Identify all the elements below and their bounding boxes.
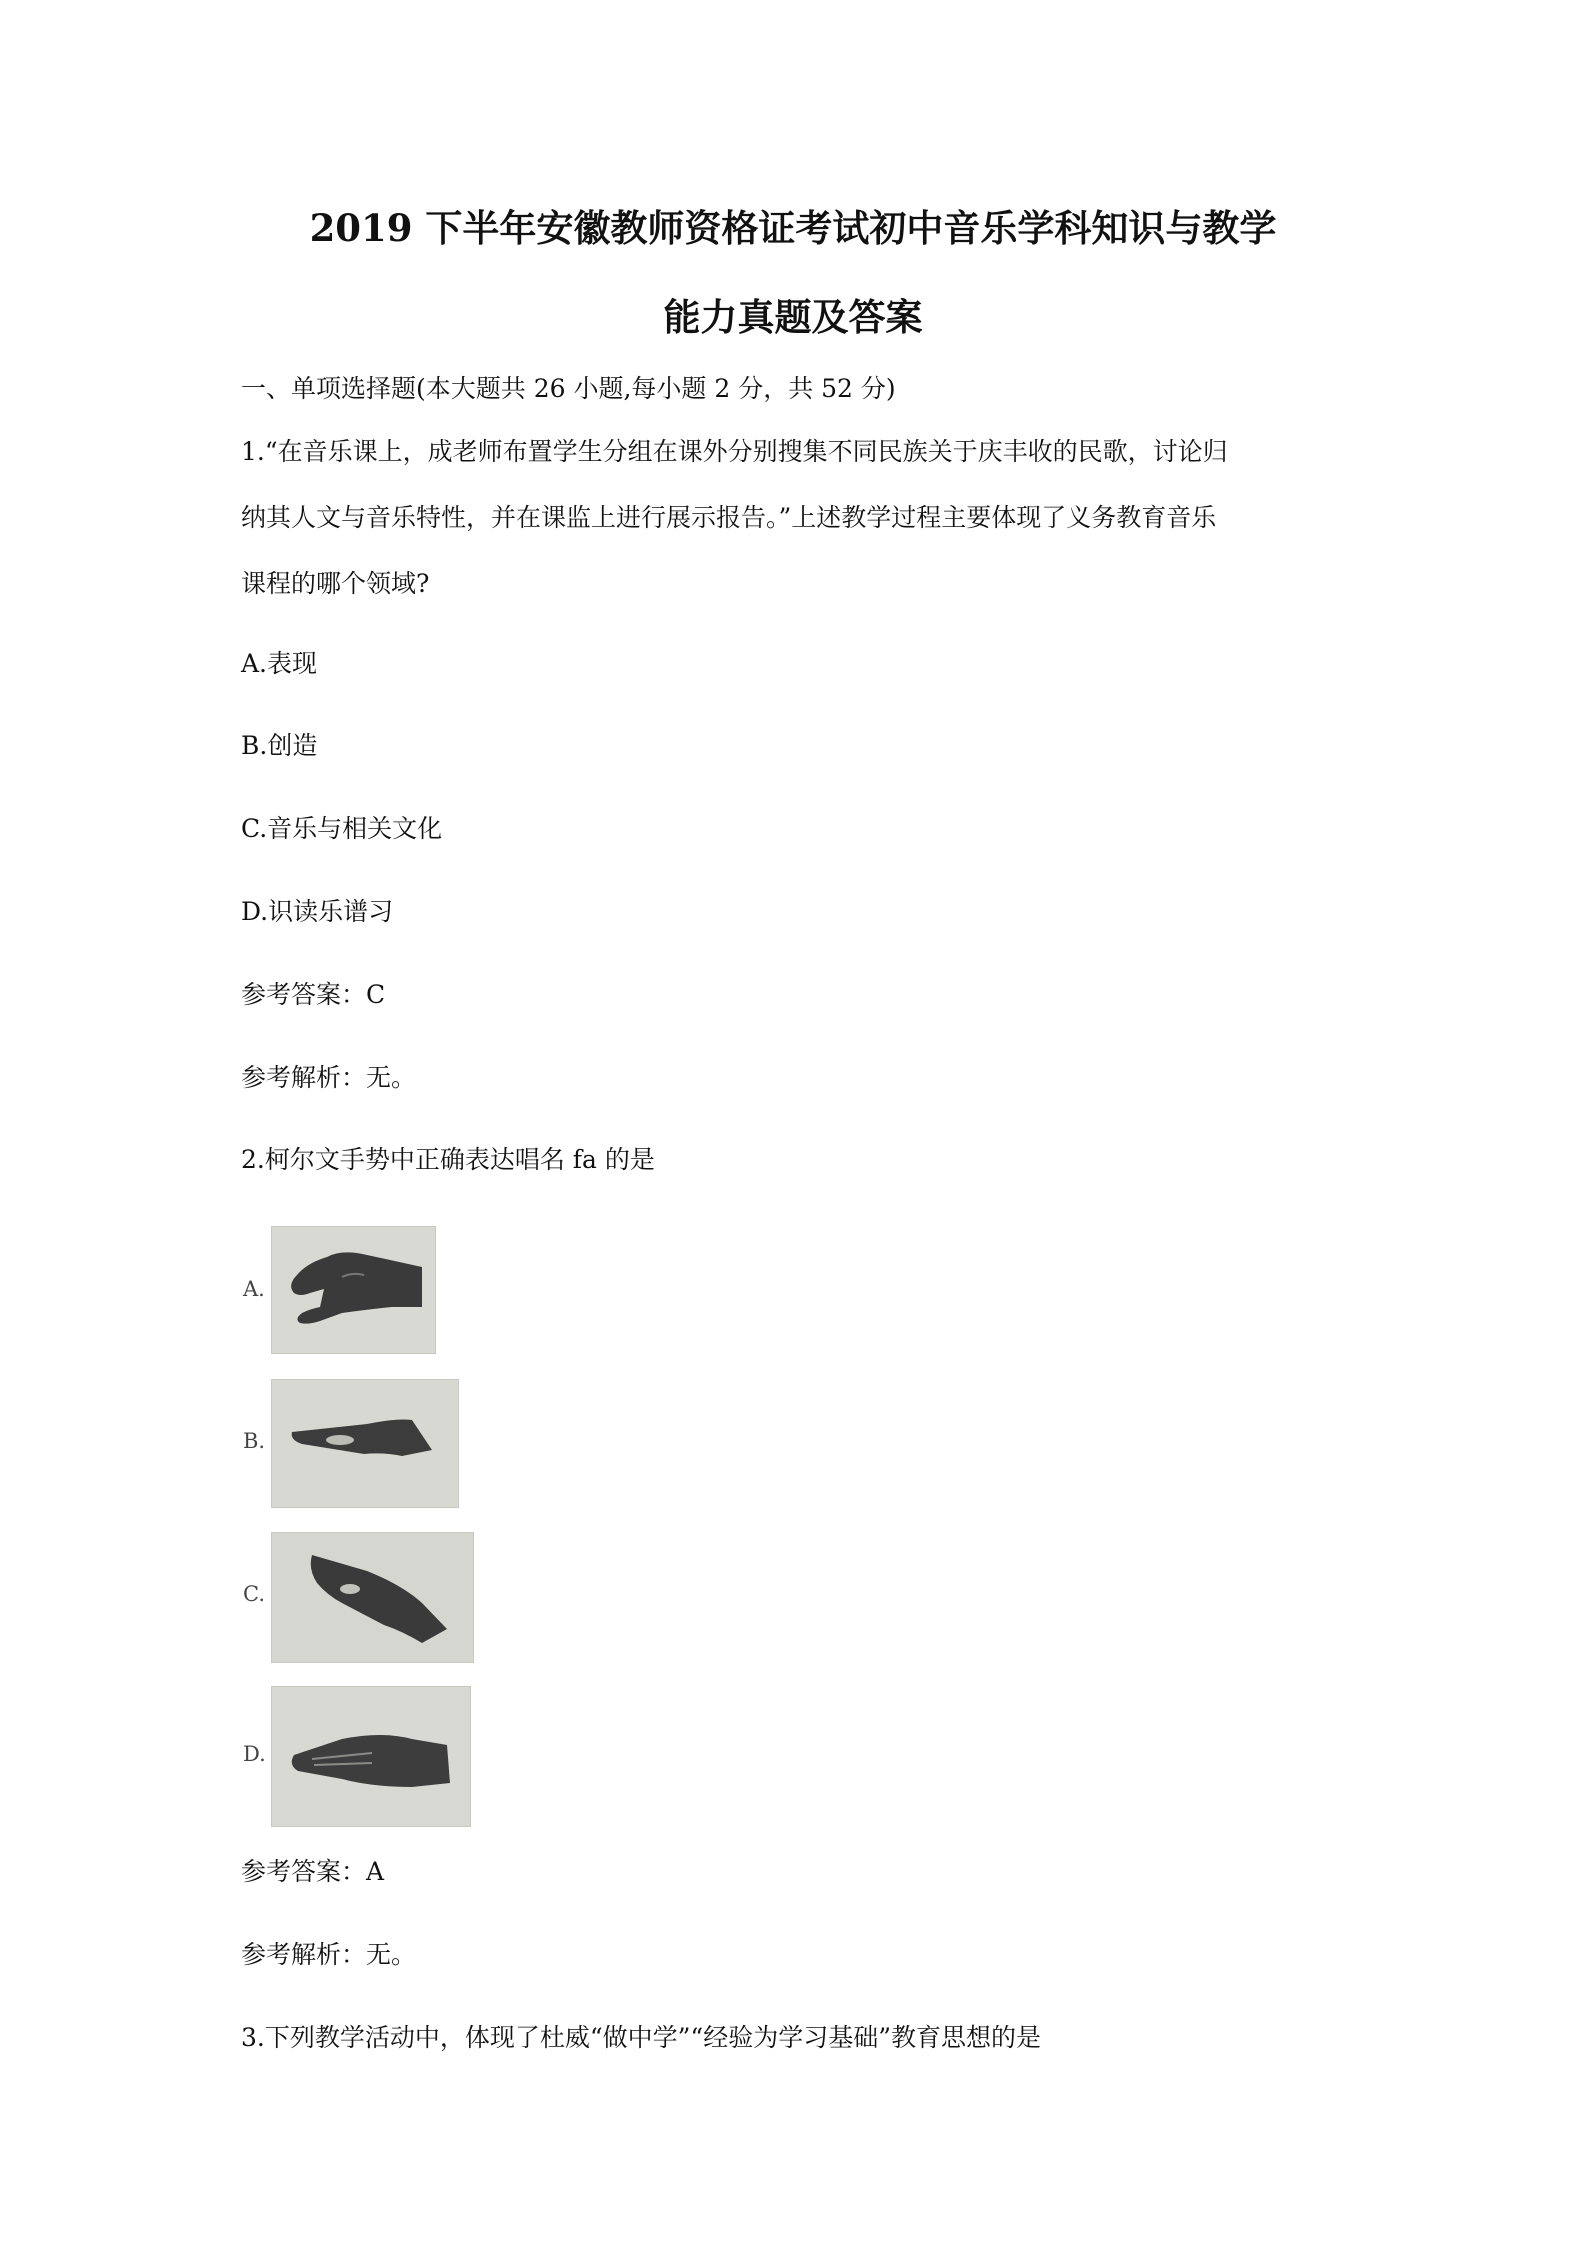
q1-option-c: C.音乐与相关文化 [241,814,443,843]
q1-analysis: 参考解析：无。 [241,1063,417,1092]
section-heading: 一、单项选择题(本大题共 26 小题,每小题 2 分，共 52 分) [241,374,896,403]
q2-answer: 参考答案：A [241,1857,385,1886]
q2-option-label-a: A. [243,1277,265,1301]
hand-sign-fa-icon [271,1226,436,1354]
q1-text-line3: 课程的哪个领域? [241,569,430,598]
q1-option-d: D.识读乐谱习 [241,897,394,926]
q1-answer: 参考答案：C [241,980,386,1009]
q2-analysis: 参考解析：无。 [241,1940,417,1969]
q2-option-label-c: C. [243,1582,265,1606]
q1-text-line1: 1.“在音乐课上，成老师布置学生分组在课外分别搜集不同民族关于庆丰收的民歌，讨论归 [241,437,1228,466]
q1-option-a: A.表现 [241,649,318,678]
q2-text: 2.柯尔文手势中正确表达唱名 fa 的是 [241,1145,655,1174]
hand-sign-raised-icon [271,1532,474,1663]
q1-text-line2: 纳其人文与音乐特性，并在课监上进行展示报告。”上述教学过程主要体现了义务教育音乐 [241,503,1217,532]
hand-sign-open-icon [271,1686,471,1827]
q1-option-b: B.创造 [241,731,318,760]
q3-text: 3.下列教学活动中，体现了杜威“做中学”“经验为学习基础”教育思想的是 [241,2023,1041,2052]
q2-option-label-b: B. [243,1429,266,1453]
hand-sign-flat-icon [271,1379,459,1508]
document-title-line1: 2019 下半年安徽教师资格证考试初中音乐学科知识与教学 [309,206,1277,250]
q2-option-label-d: D. [243,1742,266,1766]
document-title-line2: 能力真题及答案 [663,295,923,339]
